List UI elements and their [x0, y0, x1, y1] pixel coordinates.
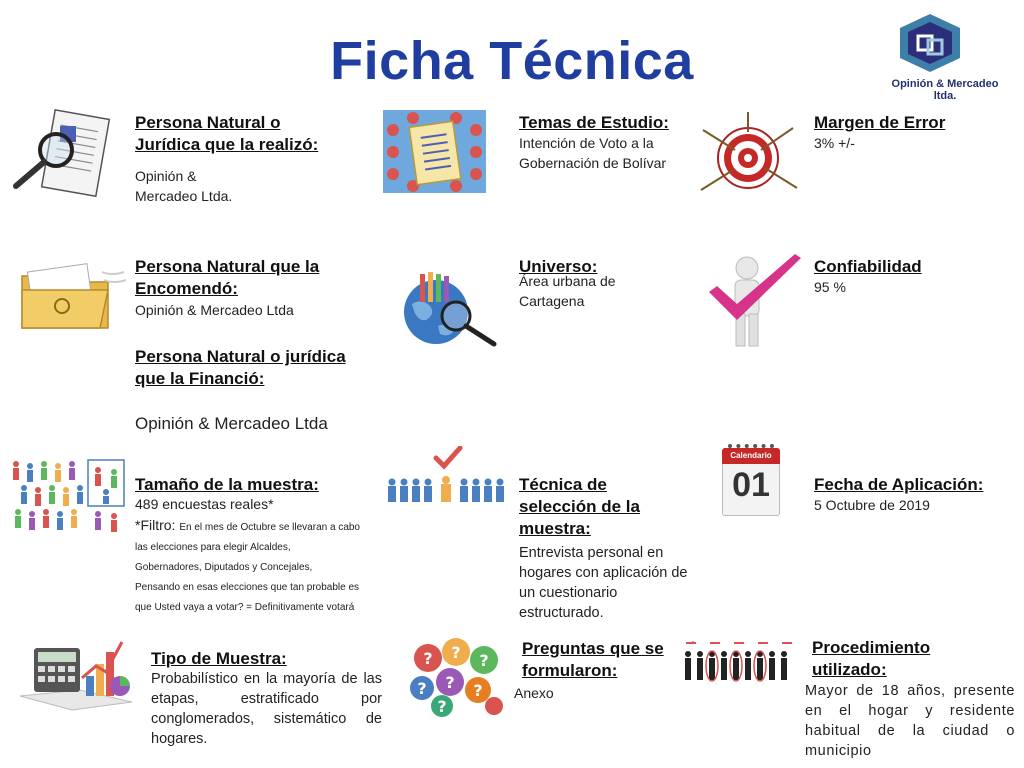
company-logo: [880, 10, 1010, 102]
fecha-heading: Fecha de Aplicación:: [814, 475, 984, 494]
temas-heading: Temas de Estudio:: [519, 113, 669, 132]
calendar-label: Calendario: [730, 451, 772, 460]
page-title: Ficha Técnica: [330, 31, 694, 91]
procedimiento-heading: Procedimiento utilizado:: [812, 638, 931, 679]
question-marks-icon: [408, 636, 504, 718]
globe-people-icon: [398, 268, 498, 348]
svg-text:?: ?: [423, 649, 433, 668]
tamano-value: 489 encuestas reales*: [135, 496, 274, 512]
margen-value: 3% +/-: [814, 135, 855, 151]
document-magnifier-icon: [10, 108, 115, 208]
calendar-day: 01: [732, 466, 770, 504]
preguntas-value: Anexo: [514, 685, 554, 701]
confiabilidad-heading: Confiabilidad: [814, 257, 922, 276]
calculator-chart-icon: [16, 636, 136, 712]
people-procedure-icon: [682, 640, 796, 684]
persona-realizo-value: Opinión & Mercadeo Ltda.: [135, 168, 233, 204]
people-selection-icon: [386, 446, 506, 508]
financio-heading: Persona Natural o jurídica que la Financió:: [135, 347, 346, 388]
universo-value: Área urbana de Cartagena: [519, 273, 616, 309]
svg-text:?: ?: [437, 697, 447, 716]
encomendo-heading: Persona Natural que la Encomendó:: [135, 257, 320, 298]
tipo-value: Probabilístico en la mayoría de las etapas, estratificado por conglomerados, sistemático de hogares.: [151, 671, 382, 747]
preguntas-heading: Preguntas que se formularon:: [522, 639, 664, 680]
svg-text:?: ?: [451, 643, 461, 662]
tamano-heading: Tamaño de la muestra:: [135, 475, 319, 494]
procedimiento-value: Mayor de 18 años, presente en el hogar y residente habitual de la ciudad o municipio: [805, 683, 1015, 759]
logo-text: Opinión & Mercadeo ltda.: [891, 78, 999, 102]
svg-text:?: ?: [417, 679, 427, 698]
fecha-value: 5 Octubre de 2019: [814, 497, 930, 513]
filtro-text: En el mes de Octubre se llevaran a cabo las elecciones para elegir Alcaldes, Gobernadores, Diputados y Concejales, Pensando en esas elecciones que tan probable es que Usted vaya a votar? = Definitivamente votará: [135, 522, 360, 613]
person-checkmark-icon: [703, 252, 805, 350]
encomendo-value: Opinión & Mercadeo Ltda: [135, 302, 294, 318]
folder-icon: [18, 262, 130, 332]
confiabilidad-value: 95 %: [814, 279, 846, 295]
tamano-filtro: [135, 515, 360, 615]
people-sample-icon: [10, 456, 128, 534]
svg-text:?: ?: [473, 681, 483, 700]
temas-value: Intención de Voto a la Gobernación de Bolívar: [519, 135, 667, 171]
tecnica-value: Entrevista personal en hogares con aplicación de un cuestionario estructurado.: [519, 545, 688, 621]
svg-text:?: ?: [445, 673, 455, 692]
universo-heading: Universo:: [519, 257, 598, 276]
target-arrows-icon: [693, 110, 803, 205]
tecnica-heading: Técnica de selección de la muestra:: [519, 475, 640, 538]
calendar-icon: [720, 444, 782, 520]
financio-value: Opinión & Mercadeo Ltda: [135, 414, 328, 433]
persona-realizo-heading: Persona Natural o Jurídica que la realizó:: [135, 113, 319, 154]
svg-text:?: ?: [479, 651, 489, 670]
clipboard-checklist-icon: [383, 110, 486, 193]
margen-heading: Margen de Error: [814, 113, 946, 132]
tipo-heading: Tipo de Muestra:: [151, 649, 287, 668]
filtro-label: *Filtro:: [135, 517, 176, 533]
